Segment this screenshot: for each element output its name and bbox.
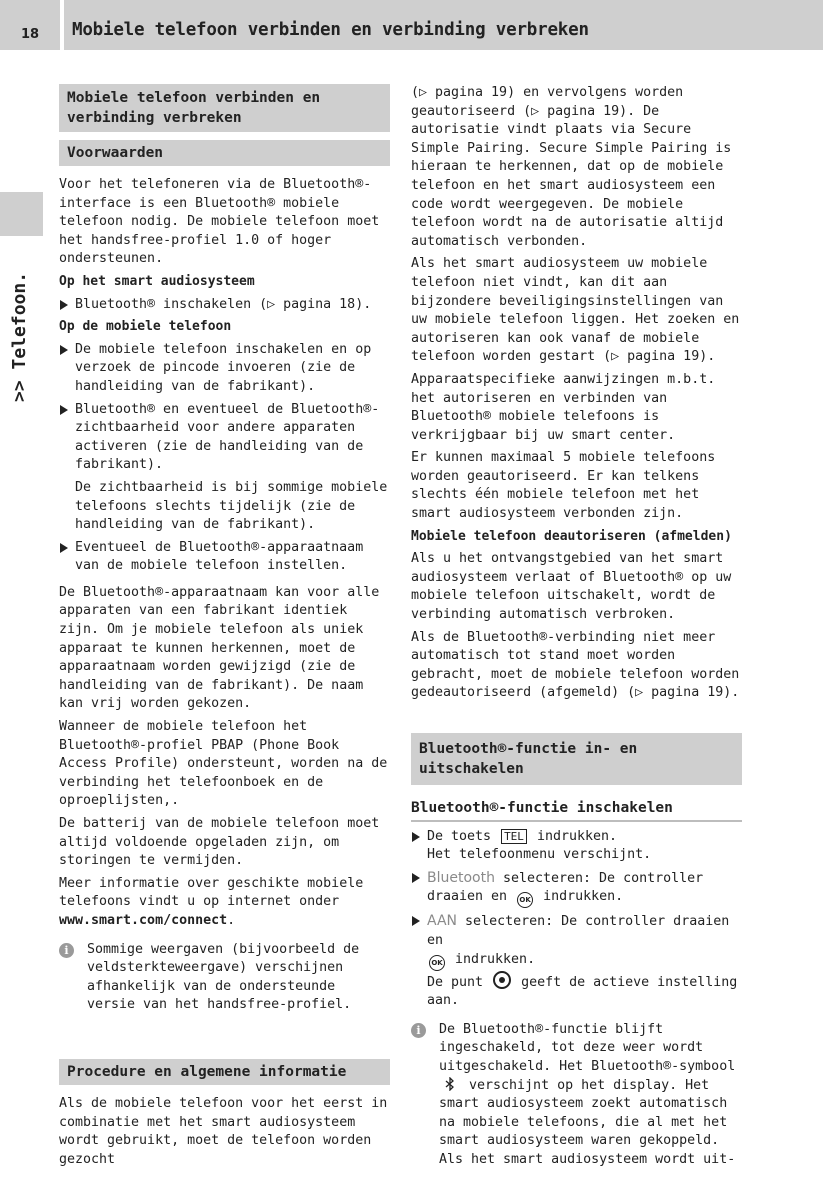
triangle-bullet-icon bbox=[60, 405, 68, 415]
list-item-text: De mobiele telefoon inschakelen en op verzoek de pincode invoeren (zie de handleiding van de fabrikant). bbox=[75, 341, 372, 394]
paragraph-text: Meer informatie over geschikte mobiele telefoons vindt u op internet onder bbox=[59, 875, 364, 910]
side-chapter-label: >> Telefoon. bbox=[9, 271, 30, 402]
info-icon: i bbox=[411, 1023, 426, 1038]
subheading: Op het smart audiosysteem bbox=[59, 273, 255, 289]
info-text: Sommige weergaven (bijvoorbeeld de veldsterkteweergave) verschijnen afhankelijk van de ondersteunde versie van het handsfree-profiel. bbox=[87, 941, 360, 1013]
right-column bbox=[411, 84, 742, 1174]
triangle-bullet-icon bbox=[412, 832, 420, 842]
paragraph: Als de Bluetooth®-verbinding niet meer automatisch tot stand moet worden gebracht, moet de mobiele telefoon worden gedeautoriseerd (afgemeld) (▷ pagina 19). bbox=[411, 629, 740, 701]
triangle-bullet-icon bbox=[60, 300, 68, 310]
list-item-text: Bluetooth® en eventueel de Bluetooth®-zichtbaarheid voor andere apparaten activeren (zie de handleiding van de fabrikant). bbox=[75, 401, 380, 473]
step-item bbox=[411, 869, 742, 909]
list-item bbox=[59, 296, 390, 315]
section-heading-procedure: Procedure en algemene informatie bbox=[59, 1059, 390, 1085]
paragraph: Als het smart audiosysteem uw mobiele telefoon niet vindt, kan dit aan bijzondere beveiligingsinstellingen van uw mobiele telefoon liggen. Het zoeken en autoriseren kan ook vanaf de mobiele telefoon worden gestart (▷ pagina 19). bbox=[411, 256, 740, 365]
ok-button-icon: OK bbox=[517, 892, 533, 908]
website-link[interactable]: www.smart.com/connect bbox=[59, 912, 228, 928]
left-column bbox=[59, 84, 390, 1173]
paragraph: Voor het telefoneren via de Bluetooth®-interface is een Bluetooth® mobiele telefoon nodig. De mobiele telefoon moet het handsfree-profiel 1.0 of hoger ondersteunen. bbox=[59, 177, 380, 267]
info-icon: i bbox=[59, 943, 74, 958]
triangle-bullet-icon bbox=[60, 543, 68, 553]
triangle-bullet-icon bbox=[412, 916, 420, 926]
step-text: indrukken. bbox=[455, 951, 536, 967]
paragraph: (▷ pagina 19) en vervolgens worden geautoriseerd (▷ pagina 19). De autorisatie vindt plaats via Secure Simple Pairing. Secure Simple Pairing is hieraan te herkennen, dat op de mobiele telefoon en het smart audiosysteem een code wordt weergegeven. De mobiele telefoon wordt na de autorisatie altijd automatisch verbonden. bbox=[411, 85, 732, 249]
page-number: 18 bbox=[20, 27, 40, 42]
step-result: Het telefoonmenu verschijnt. bbox=[427, 847, 652, 863]
page-title: Mobiele telefoon verbinden en verbinding verbreken bbox=[72, 20, 589, 40]
info-note bbox=[59, 941, 390, 1015]
paragraph: Apparaatspecifieke aanwijzingen m.b.t. het autoriseren en verbinden van Bluetooth® mobiele telefoons is verkrijgbaar bij uw smart center. bbox=[411, 371, 716, 443]
step-result: geeft de actieve instelling aan. bbox=[427, 974, 738, 1009]
info-note bbox=[411, 1021, 742, 1170]
subsection-heading-bluetooth-on: Bluetooth®-functie inschakelen bbox=[411, 799, 742, 822]
selected-dot-icon bbox=[493, 971, 511, 989]
list-item-text: Bluetooth® inschakelen (▷ pagina 18). bbox=[75, 296, 372, 312]
subheading: Mobiele telefoon deautoriseren (afmelden) bbox=[411, 528, 732, 544]
step-result: De punt bbox=[427, 974, 484, 990]
paragraph: Wanneer de mobiele telefoon het Bluetooth®-profiel PBAP (Phone Book Access Profile) ondersteunt, worden na de verbinding het telefoonboek en de oproeplijsten,. bbox=[59, 719, 388, 809]
page-header-bar bbox=[0, 0, 823, 50]
step-item bbox=[411, 828, 742, 865]
display-text-aan: AAN bbox=[427, 913, 458, 930]
paragraph: De Bluetooth®-apparaatnaam kan voor alle apparaten van een fabrikant identiek zijn. Om je mobiele telefoon als uniek apparaat te kunnen herkennen, moet de apparaatnaam worden gewijzigd (zie de handleiding van de fabrikant). De naam kan vrij worden gekozen. bbox=[59, 584, 380, 712]
paragraph: Meer informatie over geschikte mobiele telefoons vindt u op internet onder www.smart.com/connect. bbox=[59, 875, 364, 928]
list-item bbox=[59, 401, 390, 475]
list-item-text: Eventueel de Bluetooth®-apparaatnaam van de mobiele telefoon instellen. bbox=[75, 539, 364, 574]
side-tab-marker bbox=[0, 192, 43, 236]
list-note: De zichtbaarheid is bij sommige mobiele telefoons slechts tijdelijk (zie de handleiding van de fabrikant). bbox=[75, 479, 388, 533]
subheading: Op de mobiele telefoon bbox=[59, 319, 232, 335]
step-item bbox=[411, 912, 742, 1010]
tel-key-icon: TEL bbox=[501, 829, 527, 844]
section-heading-bluetooth: Bluetooth®-functie in- en uitschakelen bbox=[411, 733, 742, 785]
step-text: De toets bbox=[427, 828, 492, 844]
header-divider bbox=[60, 0, 64, 50]
triangle-bullet-icon bbox=[412, 873, 420, 883]
list-item bbox=[59, 341, 390, 397]
bluetooth-icon bbox=[445, 1077, 455, 1091]
display-text-bluetooth: Bluetooth bbox=[427, 869, 495, 886]
list-item bbox=[59, 539, 390, 576]
step-text: selecteren: De controller draaien en bbox=[427, 914, 730, 948]
paragraph: De batterij van de mobiele telefoon moet altijd voldoende opgeladen zijn, om storingen te vermijden. bbox=[59, 816, 380, 869]
ok-button-icon: OK bbox=[429, 955, 445, 971]
info-text-block bbox=[427, 1021, 742, 1170]
section-heading-voorwaarden: Voorwaarden bbox=[59, 140, 390, 166]
paragraph: Er kunnen maximaal 5 mobiele telefoons worden geautoriseerd. Er kan telkens slechts één mobiele telefoon met het smart audiosysteem verbonden zijn. bbox=[411, 450, 716, 522]
paragraph: Als de mobiele telefoon voor het eerst in combinatie met het smart audiosysteem wordt gebruikt, moet de telefoon worden gezocht bbox=[59, 1095, 388, 1167]
info-text: verschijnt op het display. Het smart audiosysteem zoekt automatisch na mobiele telefoons, die al met het smart audiosysteem waren gekoppeld. Als het smart audiosysteem wordt uit- bbox=[439, 1077, 736, 1167]
triangle-bullet-icon bbox=[60, 345, 68, 355]
step-text: indrukken. bbox=[536, 828, 618, 844]
step-text: selecteren: De controller draaien en bbox=[427, 870, 704, 905]
info-text: De Bluetooth®-functie blijft ingeschakeld, tot deze weer wordt uitgeschakeld. Het Bluetooth®-symbool bbox=[439, 1021, 736, 1074]
step-text: indrukken. bbox=[543, 889, 624, 905]
paragraph: Als u het ontvangstgebied van het smart audiosysteem verlaat of Bluetooth® op uw mobiele telefoon uitschakelt, wordt de verbinding automatisch verbroken. bbox=[411, 551, 732, 623]
section-heading-connect: Mobiele telefoon verbinden en verbinding verbreken bbox=[59, 84, 390, 132]
